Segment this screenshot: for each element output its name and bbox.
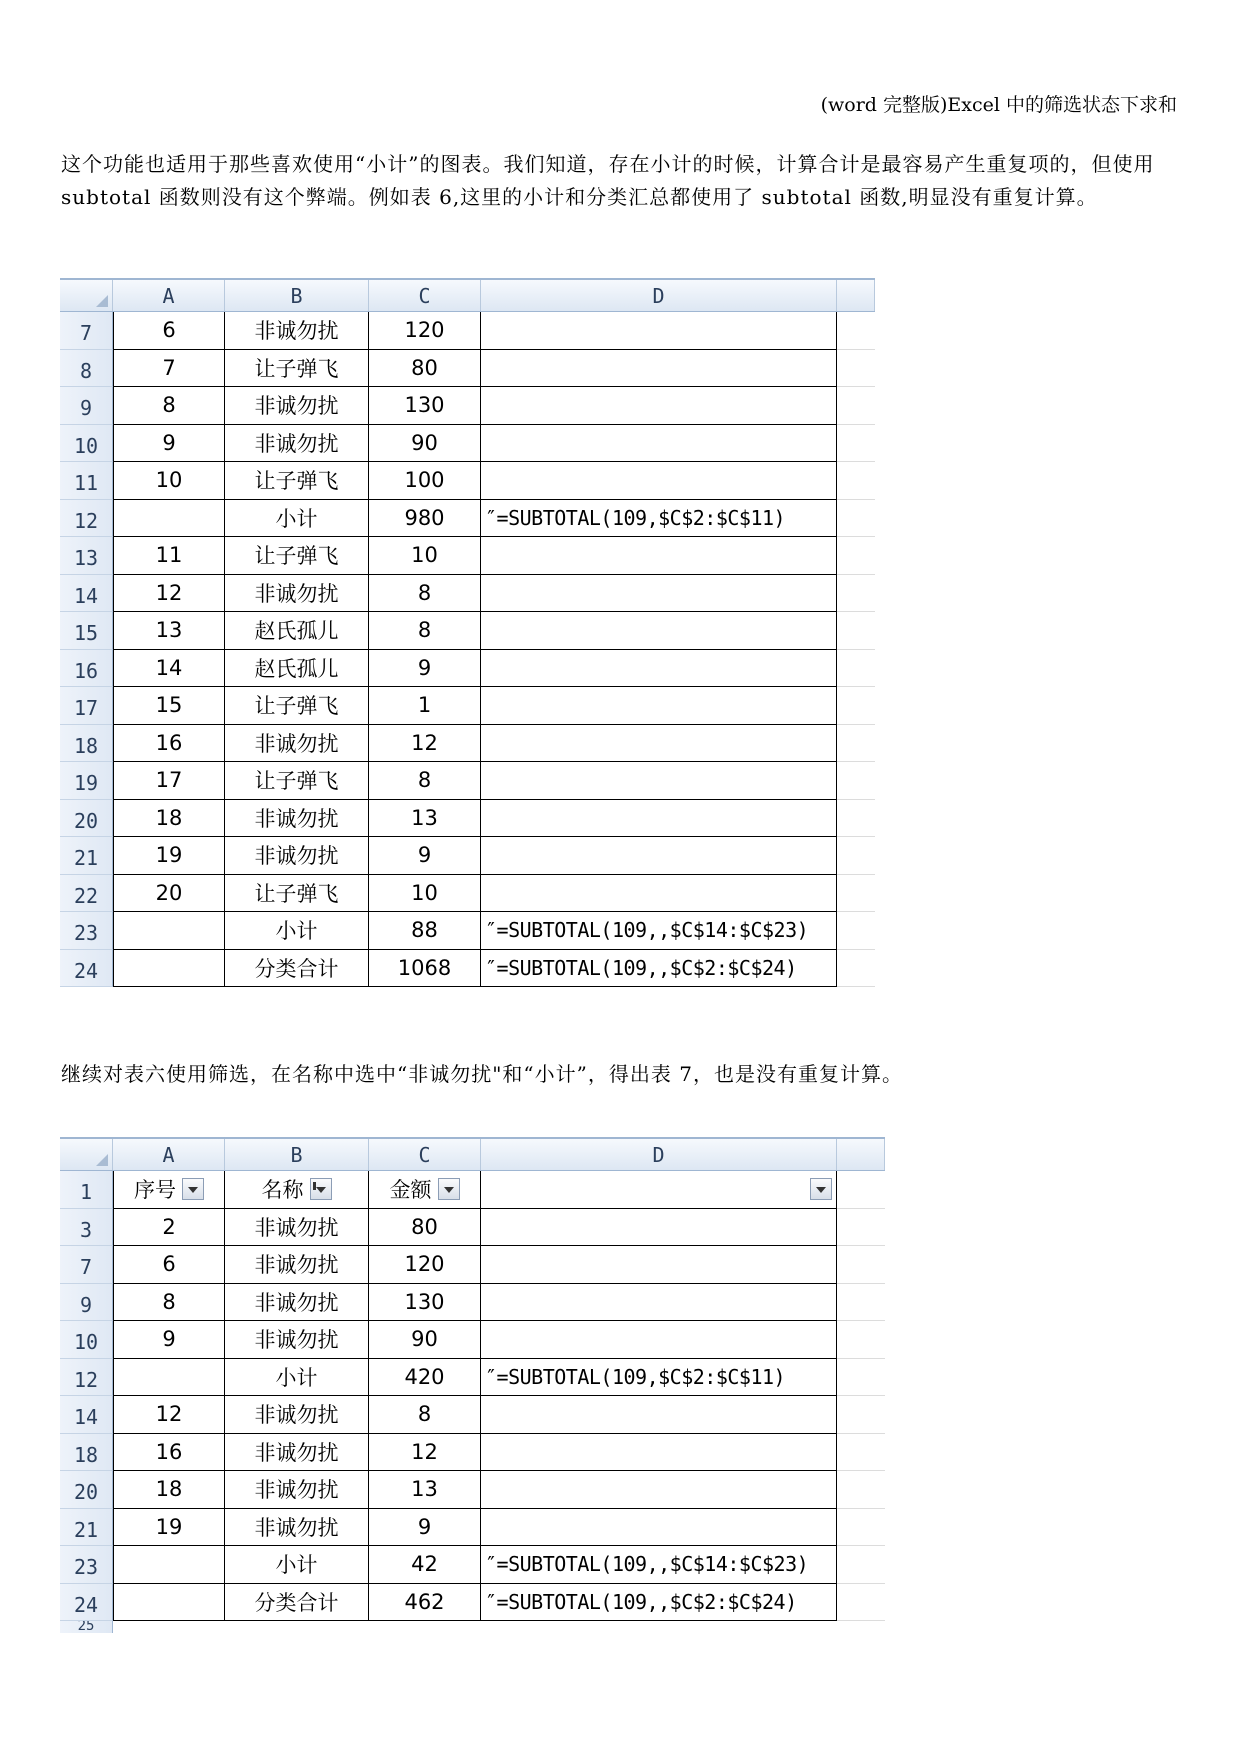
cell-e[interactable]	[837, 950, 875, 988]
cell-c[interactable]: 130	[369, 1284, 481, 1322]
cell-a[interactable]	[113, 1584, 225, 1622]
cell-d[interactable]: ″=SUBTOTAL(109,,$C$14:$C$23)	[481, 912, 837, 950]
table-row	[60, 387, 875, 425]
cell-e[interactable]	[837, 1471, 885, 1509]
table-row	[60, 1396, 885, 1434]
cell-d[interactable]	[481, 312, 837, 350]
cell-d[interactable]	[481, 875, 837, 913]
cell-c[interactable]: 120	[369, 312, 481, 350]
cell-d[interactable]: ″=SUBTOTAL(109,$C$2:$C$11)	[481, 500, 837, 538]
column-header-bar	[60, 278, 875, 312]
row-number[interactable]: 16	[60, 650, 113, 688]
cell-d[interactable]	[481, 425, 837, 463]
cell-c[interactable]: 100	[369, 462, 481, 500]
cell-d[interactable]	[481, 650, 837, 688]
cell-b[interactable]: 让子弹飞	[225, 350, 369, 388]
table-row	[60, 425, 875, 463]
cell-d[interactable]: ″=SUBTOTAL(109,,$C$14:$C$23)	[481, 1546, 837, 1584]
cell-c[interactable]: 80	[369, 1209, 481, 1247]
cell-c[interactable]: 420	[369, 1359, 481, 1397]
cell-c[interactable]: 13	[369, 1471, 481, 1509]
column-header-b[interactable]: B	[225, 280, 369, 311]
table-row	[60, 800, 875, 838]
row-number[interactable]: 14	[60, 1396, 113, 1434]
cell-d[interactable]	[481, 537, 837, 575]
table-row	[60, 912, 875, 950]
table-row	[60, 1434, 885, 1472]
table-row	[60, 725, 875, 763]
cell-b[interactable]: 让子弹飞	[225, 687, 369, 725]
column-header-b[interactable]: B	[225, 1139, 369, 1170]
cell-a[interactable]: 14	[113, 650, 225, 688]
cell-d[interactable]	[481, 1509, 837, 1547]
cell-a[interactable]	[113, 950, 225, 988]
row-number[interactable]: 17	[60, 687, 113, 725]
row-number[interactable]: 18	[60, 725, 113, 763]
cell-a[interactable]: 19	[113, 837, 225, 875]
cell-d[interactable]	[481, 800, 837, 838]
cell-b[interactable]: 非诚勿扰	[225, 1396, 369, 1434]
table-row	[60, 312, 875, 350]
cell-c[interactable]: 462	[369, 1584, 481, 1622]
cell-b[interactable]: 让子弹飞	[225, 875, 369, 913]
column-header-e	[837, 1139, 885, 1170]
cell-b[interactable]: 非诚勿扰	[225, 1246, 369, 1284]
spreadsheet-table-7	[60, 1137, 885, 1633]
cell-a[interactable]: 9	[113, 425, 225, 463]
row-number[interactable]: 11	[60, 462, 113, 500]
row-number[interactable]: 21	[60, 1509, 113, 1547]
table-row	[60, 350, 875, 388]
cell-e[interactable]	[837, 1509, 885, 1547]
cell-e[interactable]	[837, 500, 875, 538]
table-row	[60, 500, 875, 538]
row-number[interactable]: 9	[60, 387, 113, 425]
table-row	[60, 1546, 885, 1584]
cell-e[interactable]	[837, 650, 875, 688]
column-header-d[interactable]: D	[481, 1139, 837, 1170]
cell-a[interactable]: 8	[113, 387, 225, 425]
cell-c[interactable]: 1	[369, 687, 481, 725]
cell-d[interactable]: ″=SUBTOTAL(109,,$C$2:$C$24)	[481, 1584, 837, 1622]
table-row	[60, 1509, 885, 1547]
header-cell-a[interactable]	[113, 1171, 225, 1209]
partial-row	[60, 1621, 885, 1633]
cell-e[interactable]	[837, 725, 875, 763]
cell-d[interactable]	[481, 762, 837, 800]
cell-c[interactable]: 12	[369, 725, 481, 763]
row-number[interactable]: 12	[60, 1359, 113, 1397]
cell-d[interactable]	[481, 350, 837, 388]
cell-c[interactable]: 80	[369, 350, 481, 388]
cell-c[interactable]: 13	[369, 800, 481, 838]
cell-c[interactable]: 9	[369, 837, 481, 875]
filter-dropdown-icon[interactable]	[182, 1178, 204, 1200]
paragraph-filter: 继续对表六使用筛选，在名称中选中“非诚勿扰"和“小计”，得出表 7，也是没有重复计算。	[61, 1062, 903, 1086]
row-number[interactable]: 15	[60, 612, 113, 650]
header-label: 名称	[261, 1178, 304, 1203]
cell-a[interactable]: 15	[113, 687, 225, 725]
row-number[interactable]: 9	[60, 1284, 113, 1322]
cell-b[interactable]: 小计	[225, 1546, 369, 1584]
row-number[interactable]: 13	[60, 537, 113, 575]
cell-a[interactable]: 18	[113, 800, 225, 838]
cell-e[interactable]	[837, 800, 875, 838]
cell-a[interactable]: 12	[113, 1396, 225, 1434]
cell-e[interactable]	[837, 1584, 885, 1622]
cell-d[interactable]	[481, 575, 837, 613]
column-header-c[interactable]: C	[369, 280, 481, 311]
cell-c[interactable]: 1068	[369, 950, 481, 988]
cell-b[interactable]: 小计	[225, 500, 369, 538]
cell-b[interactable]: 非诚勿扰	[225, 1321, 369, 1359]
document-header: (word 完整版)Excel 中的筛选状态下求和	[820, 94, 1177, 116]
cell-e[interactable]	[837, 1546, 885, 1584]
cell-a[interactable]: 6	[113, 312, 225, 350]
sheet-body	[60, 312, 875, 987]
cell-b[interactable]: 非诚勿扰	[225, 312, 369, 350]
table-row	[60, 575, 875, 613]
table-row	[60, 612, 875, 650]
cell-a[interactable]: 16	[113, 1434, 225, 1472]
cell-d[interactable]	[481, 612, 837, 650]
cell-e[interactable]	[837, 1284, 885, 1322]
row-number[interactable]: 20	[60, 1471, 113, 1509]
sheet-body	[60, 1209, 885, 1622]
cell-a[interactable]	[113, 912, 225, 950]
table-row	[60, 1284, 885, 1322]
cell-e[interactable]	[837, 687, 875, 725]
table-row	[60, 1246, 885, 1284]
cell-e[interactable]	[837, 462, 875, 500]
cell-a[interactable]: 13	[113, 612, 225, 650]
cell-e[interactable]	[837, 1359, 885, 1397]
row-number[interactable]: 25	[60, 1621, 113, 1633]
table-row	[60, 1471, 885, 1509]
column-header-bar	[60, 1137, 885, 1171]
cell-a[interactable]: 11	[113, 537, 225, 575]
row-number[interactable]: 22	[60, 875, 113, 913]
cell-d[interactable]	[481, 1209, 837, 1247]
cell-a[interactable]	[113, 1546, 225, 1584]
cell-e[interactable]	[837, 762, 875, 800]
header-cell-d[interactable]	[481, 1171, 837, 1209]
table-row	[60, 875, 875, 913]
cell-c[interactable]: 88	[369, 912, 481, 950]
cell-d[interactable]	[481, 1284, 837, 1322]
header-cell-b[interactable]	[225, 1171, 369, 1209]
cell-b[interactable]: 非诚勿扰	[225, 837, 369, 875]
select-all-corner[interactable]	[60, 280, 113, 311]
table-row	[60, 537, 875, 575]
cell-b[interactable]: 分类合计	[225, 1584, 369, 1622]
row-number[interactable]: 10	[60, 1321, 113, 1359]
cell-d[interactable]	[481, 837, 837, 875]
cell-e[interactable]	[837, 912, 875, 950]
cell-b[interactable]: 非诚勿扰	[225, 575, 369, 613]
cell-d[interactable]: ″=SUBTOTAL(109,$C$2:$C$11)	[481, 1359, 837, 1397]
cell-a[interactable]: 18	[113, 1471, 225, 1509]
cell-c[interactable]: 8	[369, 575, 481, 613]
cell-e[interactable]	[837, 350, 875, 388]
table-row	[60, 1584, 885, 1622]
cell-e[interactable]	[837, 1434, 885, 1472]
row-number[interactable]: 24	[60, 950, 113, 988]
cell-b[interactable]: 非诚勿扰	[225, 725, 369, 763]
table-row	[60, 1321, 885, 1359]
cell-a[interactable]: 7	[113, 350, 225, 388]
row-number[interactable]: 21	[60, 837, 113, 875]
cell-c[interactable]: 980	[369, 500, 481, 538]
cell-a[interactable]: 17	[113, 762, 225, 800]
row-number[interactable]: 3	[60, 1209, 113, 1247]
filter-dropdown-icon[interactable]	[810, 1178, 832, 1200]
cell-c[interactable]: 8	[369, 612, 481, 650]
cell-c[interactable]: 130	[369, 387, 481, 425]
spreadsheet-table-6	[60, 278, 875, 987]
cell-a[interactable]: 8	[113, 1284, 225, 1322]
table-row	[60, 687, 875, 725]
cell-a[interactable]: 12	[113, 575, 225, 613]
cell-b[interactable]: 非诚勿扰	[225, 1209, 369, 1247]
cell-c[interactable]: 8	[369, 762, 481, 800]
row-number[interactable]: 7	[60, 1246, 113, 1284]
row-number[interactable]: 1	[60, 1171, 113, 1209]
row-number[interactable]: 23	[60, 1546, 113, 1584]
cell-d[interactable]	[481, 387, 837, 425]
cell-b[interactable]: 非诚勿扰	[225, 1434, 369, 1472]
cell-e[interactable]	[837, 312, 875, 350]
cell-b[interactable]: 非诚勿扰	[225, 1509, 369, 1547]
column-header-a[interactable]: A	[113, 1139, 225, 1170]
table-row	[60, 650, 875, 688]
column-header-c[interactable]: C	[369, 1139, 481, 1170]
cell-b[interactable]: 让子弹飞	[225, 537, 369, 575]
column-header-a[interactable]: A	[113, 280, 225, 311]
cell-a[interactable]: 16	[113, 725, 225, 763]
row-number[interactable]: 18	[60, 1434, 113, 1472]
cell-e[interactable]	[837, 537, 875, 575]
table-row	[60, 950, 875, 988]
header-label: 金额	[389, 1178, 432, 1203]
cell-c[interactable]: 10	[369, 875, 481, 913]
cell-d[interactable]	[481, 1246, 837, 1284]
cell-e[interactable]	[837, 387, 875, 425]
cell-d[interactable]	[481, 1471, 837, 1509]
table-row	[60, 837, 875, 875]
cell-c[interactable]: 8	[369, 1396, 481, 1434]
cell-b[interactable]: 让子弹飞	[225, 462, 369, 500]
cell-a[interactable]	[113, 1359, 225, 1397]
table-row	[60, 1359, 885, 1397]
cell-c[interactable]: 9	[369, 650, 481, 688]
row-number[interactable]: 14	[60, 575, 113, 613]
cell-a[interactable]: 10	[113, 462, 225, 500]
row-number[interactable]: 12	[60, 500, 113, 538]
cell-a[interactable]: 2	[113, 1209, 225, 1247]
row-number[interactable]: 10	[60, 425, 113, 463]
row-number[interactable]: 20	[60, 800, 113, 838]
column-header-e	[837, 280, 875, 311]
cell-e[interactable]	[837, 1321, 885, 1359]
cell-b[interactable]: 非诚勿扰	[225, 1284, 369, 1322]
cell-b[interactable]: 赵氏孤儿	[225, 612, 369, 650]
cell-b[interactable]: 让子弹飞	[225, 762, 369, 800]
row-number[interactable]: 8	[60, 350, 113, 388]
cell-d[interactable]: ″=SUBTOTAL(109,,$C$2:$C$24)	[481, 950, 837, 988]
cell-c[interactable]: 9	[369, 1509, 481, 1547]
table-row	[60, 462, 875, 500]
cell-e[interactable]	[837, 1171, 885, 1209]
cell-e[interactable]	[837, 1246, 885, 1284]
cell-e[interactable]	[837, 1209, 885, 1247]
cell-a[interactable]	[113, 500, 225, 538]
cell-a[interactable]: 9	[113, 1321, 225, 1359]
cell-b[interactable]: 小计	[225, 912, 369, 950]
cell-b[interactable]: 非诚勿扰	[225, 425, 369, 463]
cell-a[interactable]: 20	[113, 875, 225, 913]
cell-b[interactable]: 分类合计	[225, 950, 369, 988]
cell-e[interactable]	[837, 575, 875, 613]
cell-d[interactable]	[481, 1321, 837, 1359]
cell-c[interactable]: 120	[369, 1246, 481, 1284]
row-number[interactable]: 23	[60, 912, 113, 950]
table-row	[60, 762, 875, 800]
cell-d[interactable]	[481, 1434, 837, 1472]
cell-a[interactable]: 19	[113, 1509, 225, 1547]
cell-b[interactable]: 非诚勿扰	[225, 387, 369, 425]
filter-active-icon[interactable]	[310, 1178, 332, 1200]
cell-a[interactable]: 6	[113, 1246, 225, 1284]
cell-d[interactable]	[481, 687, 837, 725]
select-all-corner[interactable]	[60, 1139, 113, 1170]
cell-c[interactable]: 10	[369, 537, 481, 575]
row-number[interactable]: 24	[60, 1584, 113, 1622]
cell-b[interactable]: 赵氏孤儿	[225, 650, 369, 688]
cell-b[interactable]: 小计	[225, 1359, 369, 1397]
cell-e[interactable]	[837, 875, 875, 913]
cell-c[interactable]: 90	[369, 425, 481, 463]
cell-e[interactable]	[837, 1396, 885, 1434]
cell-e[interactable]	[837, 425, 875, 463]
cell-b[interactable]: 非诚勿扰	[225, 1471, 369, 1509]
row-number[interactable]: 7	[60, 312, 113, 350]
header-cell-c[interactable]	[369, 1171, 481, 1209]
paragraph-intro: 这个功能也适用于那些喜欢使用“小计”的图表。我们知道，存在小计的时候，计算合计是最容易产生重复项的，但使用 subtotal 函数则没有这个弊端。例如表 6,这里的小计和分类汇总都使用了 subtotal 函数,明显没有重复计算。	[61, 152, 1155, 209]
cell-d[interactable]	[481, 462, 837, 500]
filter-header-row	[60, 1171, 885, 1209]
cell-e[interactable]	[837, 837, 875, 875]
column-header-d[interactable]: D	[481, 280, 837, 311]
header-label: 序号	[134, 1178, 176, 1203]
cell-b[interactable]: 非诚勿扰	[225, 800, 369, 838]
filter-dropdown-icon[interactable]	[438, 1178, 460, 1200]
row-number[interactable]: 19	[60, 762, 113, 800]
cell-d[interactable]	[481, 1396, 837, 1434]
cell-d[interactable]	[481, 725, 837, 763]
cell-c[interactable]: 12	[369, 1434, 481, 1472]
cell-c[interactable]: 90	[369, 1321, 481, 1359]
cell-e[interactable]	[837, 612, 875, 650]
table-row	[60, 1209, 885, 1247]
cell-c[interactable]: 42	[369, 1546, 481, 1584]
